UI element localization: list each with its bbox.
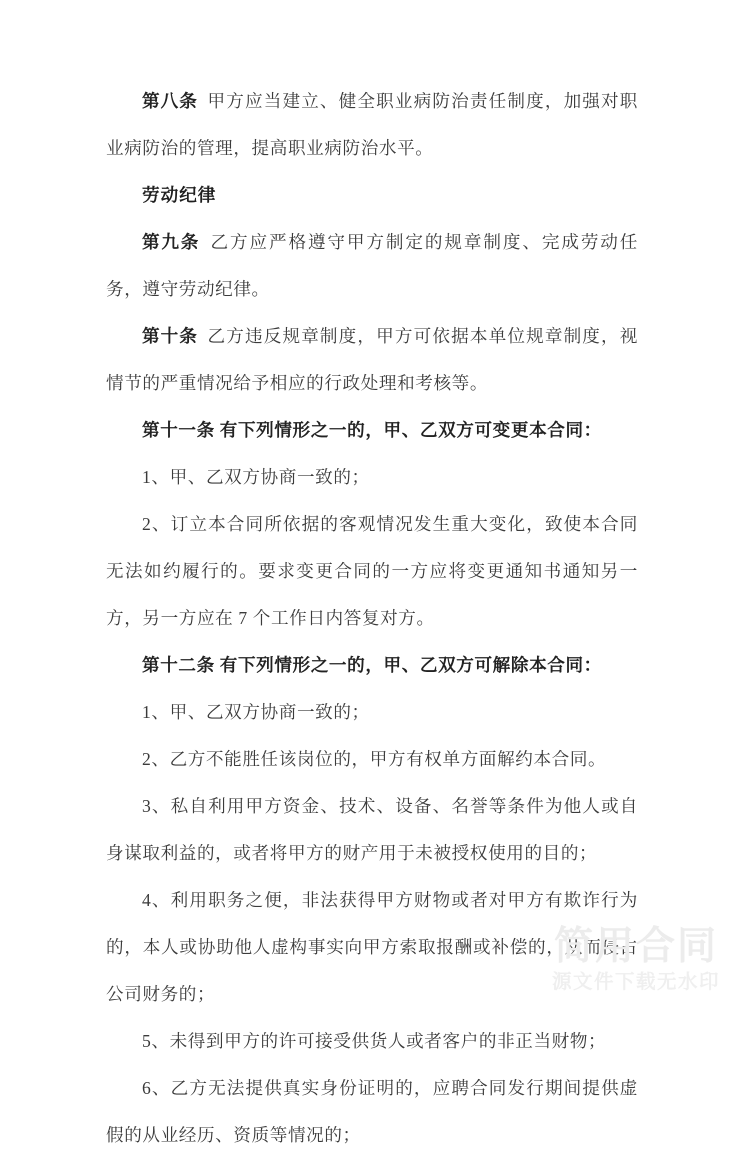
paragraph-article-11-item-2: 2、订立本合同所依据的客观情况发生重大变化，致使本合同无法如约履行的。要求变更合同的一方应将变更通知书通知另一方，另一方应在 7 个工作日内答复对方。	[106, 514, 638, 628]
paragraph-article-12-item-1: 1、甲、乙双方协商一致的；	[142, 702, 370, 722]
paragraph-article-12-item-6: 6、乙方无法提供真实身份证明的，应聘合同发行期间提供虚假的从业经历、资质等情况的；	[106, 1078, 638, 1145]
article-body-10: 乙方违反规章制度，甲方可依据本单位规章制度，视情节的严重情况给予相应的行政处理和考核等。	[106, 326, 638, 393]
paragraph-article-12-item-2: 2、乙方不能胜任该岗位的，甲方有权单方面解约本合同。	[142, 749, 607, 769]
article-body-8: 甲方应当建立、健全职业病防治责任制度，加强对职业病防治的管理，提高职业病防治水平。	[106, 91, 638, 158]
watermark-brand-text: 简用合同	[553, 924, 718, 968]
paragraph-article-8	[106, 78, 638, 172]
section-heading-labor-discipline: 劳动纪律	[142, 185, 217, 205]
paragraph-article-10	[106, 313, 638, 407]
paragraph-article-9	[106, 219, 638, 313]
paragraph-article-12-item-4: 4、利用职务之便，非法获得甲方财物或者对甲方有欺诈行为的，本人或协助他人虚构事实向甲方索取报酬或补偿的，从而侵占公司财务的；	[106, 890, 638, 1004]
article-label-8: 第八条	[142, 91, 198, 111]
paragraph-article-12-heading: 第十二条 有下列情形之一的，甲、乙双方可解除本合同：	[142, 655, 602, 675]
article-label-10: 第十条	[142, 326, 198, 346]
paragraph-article-12-item-3: 3、私自利用甲方资金、技术、设备、名誉等条件为他人或自身谋取利益的，或者将甲方的财产用于未被授权使用的目的；	[106, 796, 638, 863]
paragraph-article-11-item-1: 1、甲、乙双方协商一致的；	[142, 467, 370, 487]
article-body-9: 乙方应严格遵守甲方制定的规章制度、完成劳动任务，遵守劳动纪律。	[106, 232, 638, 299]
watermark-tagline-text: 源文件下载无水印	[551, 970, 720, 993]
paragraph-article-11-heading: 第十一条 有下列情形之一的，甲、乙双方可变更本合同：	[142, 420, 602, 440]
article-label-9: 第九条	[142, 232, 201, 252]
paragraph-article-12-item-5: 5、未得到甲方的许可接受供货人或者客户的非正当财物；	[142, 1031, 607, 1051]
document-text-column	[106, 78, 638, 1159]
